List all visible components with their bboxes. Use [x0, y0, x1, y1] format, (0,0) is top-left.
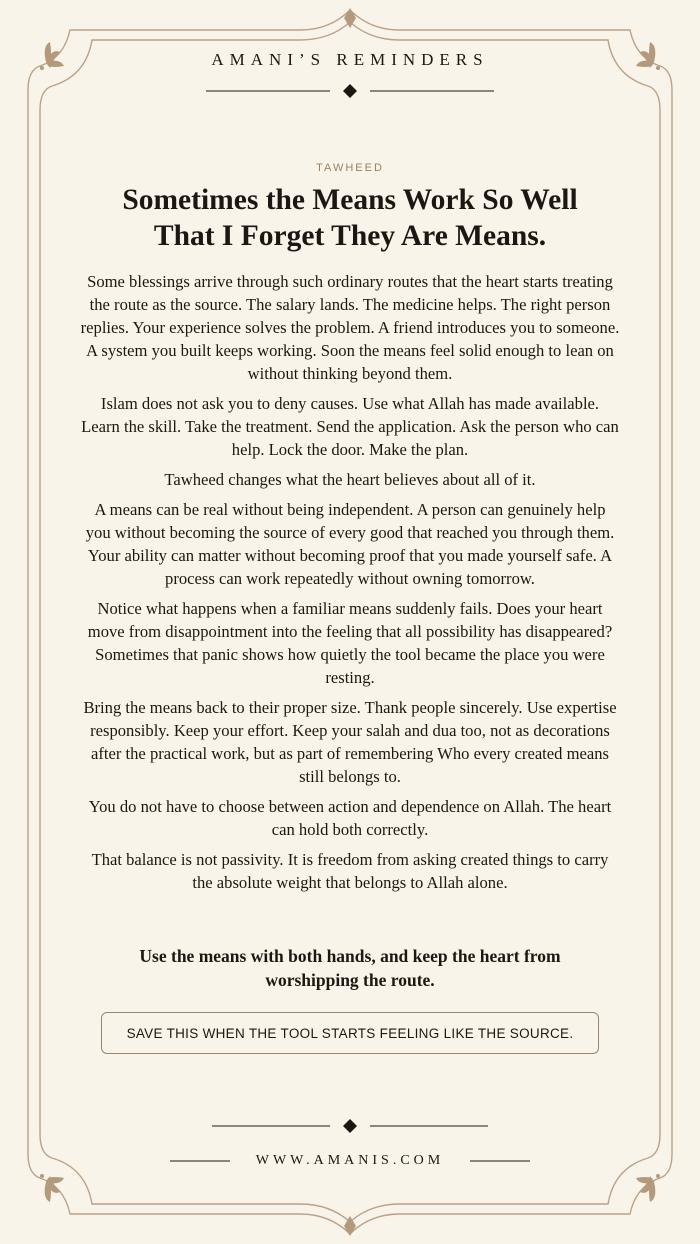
website-link[interactable]: WWW.AMANIS.COM: [255, 1153, 445, 1168]
body-paragraph: That balance is not passivity. It is freedom from asking created things to carry the absolute weight that belongs to Allah alone.: [91, 850, 609, 892]
title-line: That I Forget They Are Means.: [153, 220, 547, 252]
body-paragraph: Bring the means back to their proper size. Thank people sincerely. Use expertise responsibly. Keep your effort. Keep your salah and dua too, not as decorations after the practical work, but as part of remembering Who every created means still belongs to.: [83, 698, 617, 786]
body-paragraph: A means can be real without being independent. A person can genuinely help you without becoming the source of every good that reached you through them. Your ability can matter without becoming proof that you made yourself safe. A process can work repeatedly without owning tomorrow.: [85, 500, 615, 588]
body-paragraph: You do not have to choose between action and dependence on Allah. The heart can hold both correctly.: [88, 797, 612, 839]
category-label: TAWHEED: [316, 162, 384, 174]
header-divider: [206, 84, 494, 98]
diamond-icon: [343, 1119, 357, 1133]
title-line: Sometimes the Means Work So Well: [122, 184, 578, 216]
closing-statement: [80, 944, 620, 992]
article-body: [80, 270, 620, 901]
save-reminder-button[interactable]: [101, 1012, 599, 1054]
closing-line: Use the means with both hands, and keep the heart from: [139, 946, 561, 966]
brand-name: AMANI’S REMINDERS: [211, 50, 489, 69]
diamond-icon: [343, 84, 357, 98]
save-reminder-label: SAVE THIS WHEN THE TOOL STARTS FEELING LIKE THE SOURCE.: [126, 1025, 574, 1041]
body-paragraph: Tawheed changes what the heart believes about all of it.: [164, 470, 536, 489]
page-title: [60, 182, 640, 254]
body-paragraph: Some blessings arrive through such ordinary routes that the heart starts treating the route as the source. The salary lands. The medicine helps. The right person replies. Your experience solves the problem. A friend introduces you to someone. A system you built keeps working. Soon the means feel solid enough to lean on without thinking beyond them.: [80, 272, 620, 383]
body-paragraph: Islam does not ask you to deny causes. Use what Allah has made available. Learn the skill. Take the treatment. Send the application. Ask the person who can help. Lock the door. Make the plan.: [81, 394, 619, 459]
body-paragraph: Notice what happens when a familiar means suddenly fails. Does your heart move from disappointment into the feeling that all possibility has disappeared? Sometimes that panic shows how quietly the tool became the place you were resting.: [87, 599, 613, 687]
closing-line: worshipping the route.: [265, 970, 435, 990]
